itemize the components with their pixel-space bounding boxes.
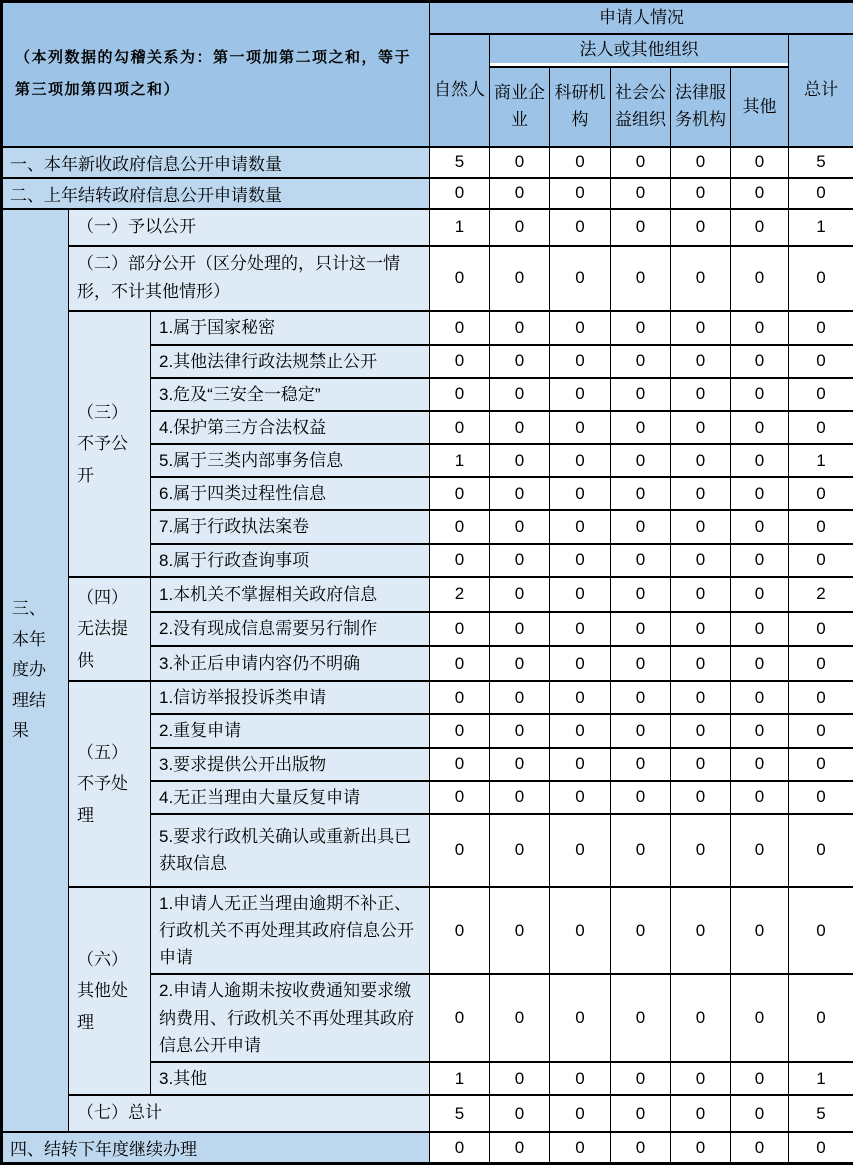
header-legal-org-group: 法人或其他组织 [490,34,789,66]
group-label: （四）无法提供 [69,577,151,681]
count-cell: 0 [731,378,789,411]
table-row [2,147,853,178]
count-cell: 0 [611,781,671,814]
item-label: 4.保护第三方合法权益 [151,411,430,444]
item-label: 5.要求行政机关确认或重新出具已获取信息 [151,814,430,887]
count-cell: 0 [671,1095,731,1132]
count-cell: 0 [671,974,731,1062]
item-label: 3.补正后申请内容仍不明确 [151,646,430,681]
count-cell: 0 [490,612,550,647]
count-cell: 0 [671,209,731,246]
group-label: （六）其他处理 [69,887,151,1095]
count-cell: 0 [789,477,853,510]
count-cell: 0 [671,246,731,312]
count-cell: 0 [789,178,853,209]
count-cell: 0 [490,345,550,378]
group-label: （三）不予公开 [69,311,151,577]
count-cell: 0 [430,477,490,510]
item-label: 2.申请人逾期未按收费通知要求缴纳费用、行政机关不再处理其政府信息公开申请 [151,974,430,1062]
count-cell: 0 [731,510,789,543]
count-cell: 0 [430,378,490,411]
count-cell: 0 [611,311,671,344]
count-cell: 5 [789,147,853,178]
count-cell: 0 [611,477,671,510]
item-label: 3.危及“三安全一稳定” [151,378,430,411]
count-cell: 0 [731,311,789,344]
count-cell: 0 [490,577,550,612]
count-cell: 0 [731,147,789,178]
count-cell: 0 [550,311,611,344]
item-label: 1.属于国家秘密 [151,311,430,344]
count-cell: 0 [671,681,731,714]
section-label: 三、本年度办理结果 [2,209,69,1132]
row-label: 二、上年结转政府信息公开申请数量 [2,178,430,209]
count-cell: 0 [611,1062,671,1095]
note-cell: （本列数据的勾稽关系为：第一项加第二项之和，等于第三项加第四项之和） [2,2,430,147]
count-cell: 0 [731,1062,789,1095]
header-col-social-welfare-org: 社会公益组织 [611,67,671,147]
count-cell: 0 [490,1062,550,1095]
count-cell: 0 [731,577,789,612]
count-cell: 0 [550,974,611,1062]
item-label: 5.属于三类内部事务信息 [151,444,430,477]
count-cell: 0 [671,577,731,612]
count-cell: 0 [789,612,853,647]
item-label: 2.其他法律行政法规禁止公开 [151,345,430,378]
count-cell: 0 [550,612,611,647]
table-row [2,681,853,714]
count-cell: 0 [671,147,731,178]
count-cell: 5 [430,1095,490,1132]
count-cell: 0 [550,378,611,411]
count-cell: 0 [490,646,550,681]
count-cell: 0 [550,681,611,714]
count-cell: 0 [550,1062,611,1095]
count-cell: 0 [490,887,550,975]
count-cell: 0 [611,681,671,714]
count-cell: 0 [731,714,789,747]
count-cell: 0 [490,209,550,246]
count-cell: 0 [490,477,550,510]
count-cell: 0 [490,147,550,178]
count-cell: 5 [789,1095,853,1132]
count-cell: 0 [490,411,550,444]
count-cell: 0 [550,1095,611,1132]
item-label: 4.无正当理由大量反复申请 [151,781,430,814]
count-cell: 0 [671,781,731,814]
item-label: 7.属于行政执法案卷 [151,510,430,543]
count-cell: 0 [430,1132,490,1164]
count-cell: 0 [550,646,611,681]
item-label: 1.信访举报投诉类申请 [151,681,430,714]
count-cell: 0 [731,612,789,647]
count-cell: 0 [611,411,671,444]
count-cell: 0 [789,345,853,378]
count-cell: 0 [611,1095,671,1132]
table-row [2,2,853,35]
count-cell: 0 [671,714,731,747]
count-cell: 0 [490,311,550,344]
count-cell: 0 [490,748,550,781]
count-cell: 0 [789,1132,853,1164]
count-cell: 0 [611,444,671,477]
item-label: 6.属于四类过程性信息 [151,477,430,510]
count-cell: 0 [490,781,550,814]
table-row [2,577,853,612]
count-cell: 0 [430,748,490,781]
count-cell: 0 [671,544,731,577]
table-row [2,178,853,209]
count-cell: 0 [550,477,611,510]
count-cell: 0 [430,887,490,975]
count-cell: 0 [611,714,671,747]
item-label: 3.要求提供公开出版物 [151,748,430,781]
count-cell: 0 [671,646,731,681]
count-cell: 0 [731,209,789,246]
count-cell: 0 [671,612,731,647]
sub-row-label: （二）部分公开（区分处理的，只计这一情形，不计其他情形） [69,246,430,312]
item-label: 1.申请人无正当理由逾期不补正、行政机关不再处理其政府信息公开申请 [151,887,430,975]
row-label: 一、本年新收政府信息公开申请数量 [2,147,430,178]
count-cell: 0 [550,147,611,178]
count-cell: 0 [731,681,789,714]
count-cell: 0 [789,646,853,681]
header-col-legal-service-org: 法律服务机构 [671,67,731,147]
count-cell: 0 [731,887,789,975]
count-cell: 0 [671,178,731,209]
count-cell: 2 [430,577,490,612]
table-row [2,311,853,344]
count-cell: 1 [789,209,853,246]
count-cell: 0 [789,378,853,411]
count-cell: 0 [611,748,671,781]
count-cell: 0 [789,246,853,312]
count-cell: 0 [550,178,611,209]
count-cell: 0 [430,411,490,444]
count-cell: 0 [671,345,731,378]
count-cell: 0 [430,510,490,543]
count-cell: 0 [550,814,611,887]
count-cell: 0 [611,510,671,543]
count-cell: 0 [671,1132,731,1164]
count-cell: 0 [430,612,490,647]
count-cell: 2 [789,577,853,612]
count-cell: 0 [671,411,731,444]
count-cell: 0 [611,209,671,246]
count-cell: 0 [731,444,789,477]
table-row [2,246,853,312]
count-cell: 0 [550,577,611,612]
count-cell: 0 [611,178,671,209]
count-cell: 0 [789,544,853,577]
count-cell: 0 [731,748,789,781]
count-cell: 0 [430,345,490,378]
count-cell: 0 [550,887,611,975]
table-row [2,1132,853,1164]
count-cell: 0 [430,681,490,714]
count-cell: 0 [430,714,490,747]
count-cell: 0 [611,887,671,975]
count-cell: 0 [671,311,731,344]
count-cell: 1 [789,1062,853,1095]
count-cell: 0 [611,147,671,178]
count-cell: 0 [550,714,611,747]
count-cell: 0 [789,887,853,975]
count-cell: 0 [430,246,490,312]
count-cell: 0 [430,974,490,1062]
count-cell: 0 [789,814,853,887]
count-cell: 0 [731,246,789,312]
count-cell: 0 [671,1062,731,1095]
count-cell: 0 [550,510,611,543]
count-cell: 0 [789,681,853,714]
item-label: 2.没有现成信息需要另行制作 [151,612,430,647]
sub-row-label: （七）总计 [69,1095,430,1132]
count-cell: 0 [550,209,611,246]
count-cell: 0 [611,577,671,612]
count-cell: 0 [490,444,550,477]
count-cell: 0 [490,1095,550,1132]
count-cell: 0 [490,814,550,887]
table-row [2,209,853,246]
count-cell: 0 [550,781,611,814]
count-cell: 0 [490,510,550,543]
header-col-commercial-enterprise: 商业企业 [490,67,550,147]
count-cell: 0 [731,974,789,1062]
count-cell: 0 [490,681,550,714]
count-cell: 5 [430,147,490,178]
count-cell: 0 [490,378,550,411]
item-label: 1.本机关不掌握相关政府信息 [151,577,430,612]
count-cell: 0 [550,345,611,378]
count-cell: 0 [611,345,671,378]
count-cell: 0 [490,714,550,747]
count-cell: 0 [671,378,731,411]
count-cell: 0 [611,646,671,681]
count-cell: 1 [430,209,490,246]
count-cell: 0 [550,411,611,444]
count-cell: 0 [490,544,550,577]
count-cell: 0 [550,444,611,477]
count-cell: 0 [490,974,550,1062]
count-cell: 0 [671,887,731,975]
header-col-total: 总计 [789,34,853,146]
count-cell: 0 [731,646,789,681]
header-natural-person: 自然人 [430,34,490,146]
count-cell: 0 [789,748,853,781]
count-cell: 0 [430,814,490,887]
count-cell: 0 [731,411,789,444]
count-cell: 0 [789,781,853,814]
count-cell: 0 [731,345,789,378]
group-label: （五）不予处理 [69,681,151,887]
count-cell: 0 [550,1132,611,1164]
count-cell: 1 [789,444,853,477]
item-label: 3.其他 [151,1062,430,1095]
count-cell: 0 [731,781,789,814]
count-cell: 0 [430,544,490,577]
count-cell: 0 [731,544,789,577]
count-cell: 0 [731,814,789,887]
count-cell: 0 [611,246,671,312]
count-cell: 0 [671,510,731,543]
count-cell: 0 [789,311,853,344]
count-cell: 0 [611,814,671,887]
count-cell: 0 [789,714,853,747]
count-cell: 0 [789,974,853,1062]
count-cell: 0 [611,378,671,411]
table-row [2,887,853,975]
count-cell: 0 [490,246,550,312]
count-cell: 0 [611,544,671,577]
count-cell: 0 [430,781,490,814]
table-row [2,1095,853,1132]
row-label: 四、结转下年度继续办理 [2,1132,430,1164]
sub-row-label: （一）予以公开 [69,209,430,246]
count-cell: 0 [731,1132,789,1164]
count-cell: 0 [611,974,671,1062]
count-cell: 0 [550,246,611,312]
count-cell: 0 [430,311,490,344]
count-cell: 0 [789,411,853,444]
item-label: 8.属于行政查询事项 [151,544,430,577]
header-applicant-situation: 申请人情况 [430,2,853,35]
count-cell: 0 [430,178,490,209]
count-cell: 0 [550,748,611,781]
count-cell: 0 [611,612,671,647]
count-cell: 0 [731,178,789,209]
header-col-other: 其他 [731,67,789,147]
count-cell: 0 [671,477,731,510]
count-cell: 0 [731,477,789,510]
count-cell: 0 [490,1132,550,1164]
count-cell: 0 [671,748,731,781]
item-label: 2.重复申请 [151,714,430,747]
count-cell: 0 [611,1132,671,1164]
header-col-research-institution: 科研机构 [550,67,611,147]
count-cell: 1 [430,444,490,477]
count-cell: 0 [671,814,731,887]
count-cell: 0 [430,646,490,681]
count-cell: 0 [671,444,731,477]
count-cell: 0 [789,510,853,543]
count-cell: 0 [731,1095,789,1132]
count-cell: 1 [430,1062,490,1095]
count-cell: 0 [490,178,550,209]
count-cell: 0 [550,544,611,577]
